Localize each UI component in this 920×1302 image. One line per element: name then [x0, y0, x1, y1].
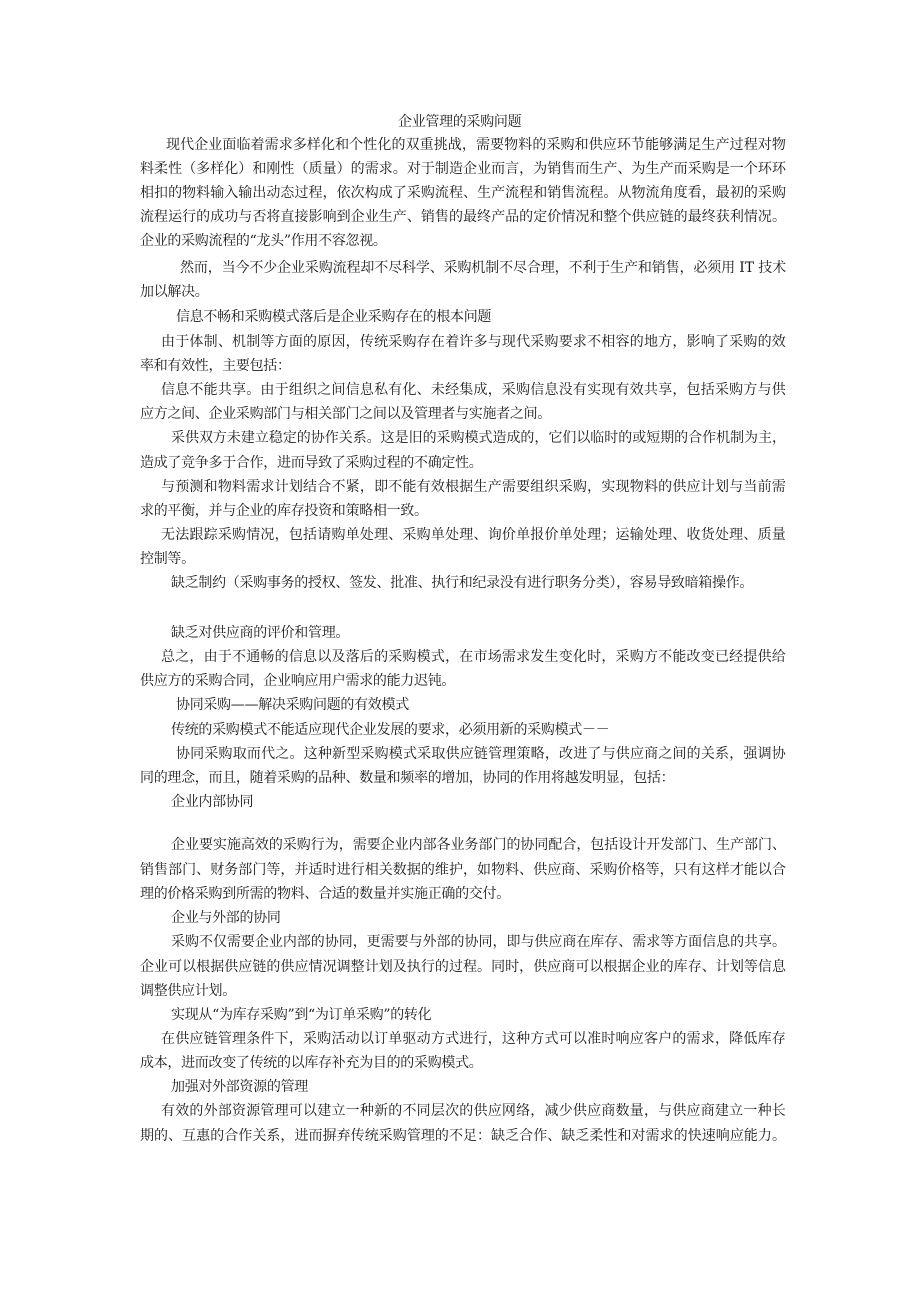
text-line: 信息不能共享。由于组织之间信息私有化、未经集成，采购信息没有实现有效共享，包括采购方与供: [161, 382, 786, 398]
text-line: 在供应链管理条件下，采购活动以订单驱动方式进行，这种方式可以准时响应客户的需求，降低库存: [161, 1031, 786, 1047]
text-line: 采供双方未建立稳定的协作关系。这是旧的采购模式造成的，它们以临时的或短期的合作机制为主，: [171, 430, 786, 446]
text-line: 期的、互惠的合作关系，进而摒弃传统采购管理的不足：缺乏合作、缺乏柔性和对需求的快速响应能力。: [140, 1128, 786, 1144]
text-line: 信息不畅和采购模式落后是企业采购存在的根本问题: [176, 309, 492, 325]
text-line: 料柔性（多样化）和刚性（质量）的需求。对于制造企业而言，为销售而生产、为生产而采购是一个环环: [140, 161, 786, 177]
text-line: 协同采购取而代之。这种新型采购模式采取供应链管理策略，改进了与供应商之间的关系，强调协: [176, 746, 786, 762]
text-line: 协同采购——解决采购问题的有效模式: [176, 697, 409, 713]
text-line: 企业要实施高效的采购行为，需要企业内部各业务部门的协同配合，包括设计开发部门、生产部门、: [171, 837, 786, 853]
text-line: 总之，由于不通畅的信息以及落后的采购模式，在市场需求发生变化时，采购方不能改变已经提供给: [161, 649, 786, 665]
text-line: 有效的外部资源管理可以建立一种新的不同层次的供应网络，减少供应商数量，与供应商建立一种长: [161, 1103, 786, 1119]
text-line: 供应方的采购合同，企业响应用户需求的能力迟钝。: [140, 673, 456, 689]
text-line: 率和有效性，主要包括：: [140, 358, 291, 374]
text-line: 现代企业面临着需求多样化和个性化的双重挑战，需要物料的采购和供应环节能够满足生产过程对物: [166, 137, 786, 153]
text-line: 造成了竞争多于合作，进而导致了采购过程的不确定性。: [140, 455, 483, 471]
text-line: 缺乏制约（采购事务的授权、签发、批准、执行和纪录没有进行职务分类），容易导致暗箱操作。: [171, 575, 754, 591]
text-line: 企业与外部的协同: [171, 910, 281, 926]
text-line: 应方之间、企业采购部门与相关部门之间以及管理者与实施者之间。: [140, 406, 551, 422]
text-line: 加强对外部资源的管理: [171, 1079, 308, 1095]
text-line: 与预测和物料需求计划结合不紧，即不能有效根据生产需要组织采购，实现物料的供应计划与当前需: [161, 479, 786, 495]
text-line: 然而，当今不少企业采购流程却不尽科学、采购机制不尽合理，不利于生产和销售，必须用 IT 技术: [180, 260, 786, 276]
text-line: 加以解决。: [140, 284, 209, 300]
text-line: 调整供应计划。: [140, 983, 236, 999]
text-line: 同的理念，而且，随着采购的品种、数量和频率的增加，协同的作用将越发明显，包括：: [140, 770, 675, 786]
text-line: 由于体制、机制等方面的原因，传统采购存在着许多与现代采购要求不相容的地方，影响了采购的效: [161, 334, 786, 350]
text-line: 理的价格采购到所需的物料、合适的数量并实施正确的交付。: [140, 886, 510, 902]
document-title: 企业管理的采购问题: [398, 114, 522, 130]
text-line: 企业的采购流程的“龙头”作用不容忽视。: [140, 233, 387, 249]
text-line: 采购不仅需要企业内部的协同，更需要与外部的协同，即与供应商在库存、需求等方面信息的共享。: [171, 934, 786, 950]
text-line: 求的平衡，并与企业的库存投资和策略相一致。: [140, 503, 428, 519]
text-line: 销售部门、财务部门等，并适时进行相关数据的维护，如物料、供应商、采购价格等，只有这样才能以合: [140, 862, 786, 878]
text-line: 实现从“为库存采购”到“为订单采购”的转化: [171, 1007, 432, 1023]
text-line: 流程运行的成功与否将直接影响到企业生产、销售的最终产品的定价情况和整个供应链的最终获利情况。: [140, 209, 786, 225]
text-line: 传统的采购模式不能适应现代企业发展的要求，必须用新的采购模式－－: [171, 722, 610, 738]
text-line: 成本，进而改变了传统的以库存补充为目的的采购模式。: [140, 1055, 483, 1071]
text-line: 无法跟踪采购情况，包括请购单处理、采购单处理、询价单报价单处理；运输处理、收货处理、质量: [161, 527, 786, 543]
text-line: 控制等。: [140, 551, 195, 567]
text-line: 企业内部协同: [171, 794, 254, 810]
text-line: 缺乏对供应商的评价和管理。: [171, 625, 350, 641]
text-line: 相扣的物料输入输出动态过程，依次构成了采购流程、生产流程和销售流程。从物流角度看，最初的采购: [140, 185, 786, 201]
text-line: 企业可以根据供应链的供应情况调整计划及执行的过程。同时，供应商可以根据企业的库存、计划等信息: [140, 959, 786, 975]
